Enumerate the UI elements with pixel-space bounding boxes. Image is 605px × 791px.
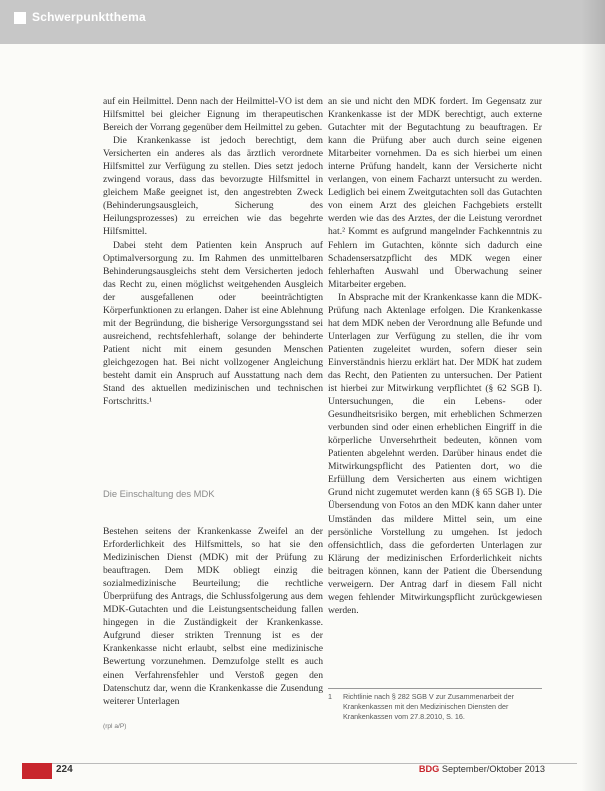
section-body (103, 525, 323, 708)
page-number: 224 (56, 764, 73, 775)
right-column (328, 95, 542, 617)
scan-edge-shadow (581, 0, 605, 791)
author-tag: (rpl a/P) (103, 723, 127, 730)
footnote-text: Richtlinie nach § 282 SGB V zur Zusammenarbeit der Krankenkassen mit den Medizinischen Diensten der Krankenkassen vom 27.8.2010, S. 16. (343, 692, 514, 721)
journal-issue: September/Oktober 2013 (441, 764, 545, 774)
section-heading: Die Einschaltung des MDK (103, 488, 215, 499)
section-header-title: Schwerpunktthema (32, 10, 146, 24)
footnote-number: 1 (328, 692, 332, 701)
right-paragraph: an sie und nicht den MDK fordert. Im Gegensatz zur Krankenkasse ist der MDK berechtigt, auch externe Gutachter mit der Begutachtung zu beauftragen. Er kann die Prüfung aber auch durch seine eigenen Mitarbeiter vornehmen. Da es sich hierbei um einen interne Prüfung handelt, kann der Versicherte nicht verlangen, von einem Facharzt untersucht zu werden. Lediglich bei einem Zweitgutachten soll das Gutachten von einem Arzt des gleichen Fachgebiets erstellt werden wie das des Arztes, der die Leistung verordnet hat.² Kommt es aufgrund mangelnder Fachkenntnis zu Fehlern im Gutachten, könnte sich dadurch eine Schadensersatzpflicht des MDK wegen einer fehlerhaften Auswahl und Überwachung seiner Mitarbeiter ergeben. (328, 96, 542, 290)
left-paragraph: auf ein Heilmittel. Denn nach der Heilmittel-VO ist dem Hilfsmittel bei gleicher Eignung im therapeutischen Bereich der Vorrang gegenüber dem Heilmittel zu geben. (103, 96, 323, 134)
left-paragraph: Dabei steht dem Patienten kein Anspruch auf Optimalversorgung zu. Im Rahmen des unmittelbaren Behinderungsausgleichs steht dem Versicherten jedoch das Recht zu, einen möglichst weitgehenden Ausgleich der ausgefallenen oder beeinträchtigten Körperfunktionen zu erlangen. Daher ist eine Ablehnung mit der Begründung, die bisherige Versorgungsstand sei ausreichend, rechtsfehlerhaft, solange der behinderte Patient nicht mit einem gesunden Menschen gleichgezogen hat. Bei nicht vollzogener Angleichung besteht damit ein Anspruch auf Ausstattung nach dem Stand des aktuellen medizinischen und technischen Fortschritts.¹ (103, 239, 323, 408)
footer-journal (419, 764, 545, 774)
section-paragraph: Bestehen seitens der Krankenkasse Zweifel an der Erforderlichkeit des Hilfsmittels, so hat sie den Medizinischen Dienst (MDK) mit der Prüfung zu beauftragen. Dem MDK obliegt einzig die sozialmedizinische Beurteilung; die rechtliche Überprüfung des Antrags, die Schlussfolgerung aus dem MDK-Gutachten und die Leistungsentscheidung fallen hingegen in die Zuständigkeit der Krankenkasse. Aufgrund dieser strikten Trennung ist es der Krankenkasse nicht erlaubt, selbst eine medizinische Bewertung vorzunehmen. Demzufolge stellt es auch einen Verfahrensfehler und Verstoß gegen den Datenschutz dar, wenn die Krankenkasse die Zusendung weiterer Unterlagen (103, 526, 323, 707)
footnote-divider (328, 688, 542, 689)
section-header-bar (0, 0, 605, 44)
journal-brand: BDG (418, 764, 440, 774)
left-column (103, 95, 323, 408)
header-square-icon (14, 12, 26, 24)
left-paragraph: Die Krankenkasse ist jedoch berechtigt, dem Versicherten ein anderes als das ärztlich verordnete Hilfsmittel zur Verfügung zu stellen. Dies setzt jedoch zwingend voraus, dass das bevorzugte Hilfsmittel in gleichem Maße geeignet ist, den angestrebten Zweck (Behinderungsausgleich, Sicherung des Heilungsprozesses) zu erreichen wie das begehrte Hilfsmittel. (103, 135, 323, 238)
right-paragraph: In Absprache mit der Krankenkasse kann die MDK-Prüfung nach Aktenlage erfolgen. Die Krankenkasse hat dem MDK neben der Verordnung alle Befunde und Unterlagen zur Verfügung zu stellen, die ihr vom Patienten zugeleitet wurden, sofern dieser sein Einverständnis hierzu erklärt hat. Der MDK hat zudem das Recht, den Patienten zu untersuchen. Der Patient ist hierbei zur Mitwirkung verpflichtet (§ 62 SGB I). Untersuchungen, die ein Lebens- oder Gesundheitsrisiko bergen, mit erheblichen Schmerzen verbunden sind oder einen erheblichen Eingriff in die körperliche Unversehrtheit bedeuten, können vom Patienten abgelehnt werden. Darüber hinaus endet die Mitwirkungspflicht des Patienten dort, wo die Erfüllung dem Versicherten aus einem wichtigen Grund nicht zugemutet werden kann (§ 65 SGB I). Die Übersendung von Fotos an den MDK kann daher unter Umständen das mildere Mittel sein, um eine persönliche Vorstellung zu umgehen. Ist jedoch offensichtlich, dass die geforderten Unterlagen zur Klärung der medizinischen Erforderlichkeit nichts beitragen können, kann der Patient die Übersendung verweigern. Der Antrag darf in diesem Fall nicht wegen fehlender Mitwirkungspflicht zurückgewiesen werden. (328, 291, 542, 616)
page-number-badge (22, 763, 52, 779)
